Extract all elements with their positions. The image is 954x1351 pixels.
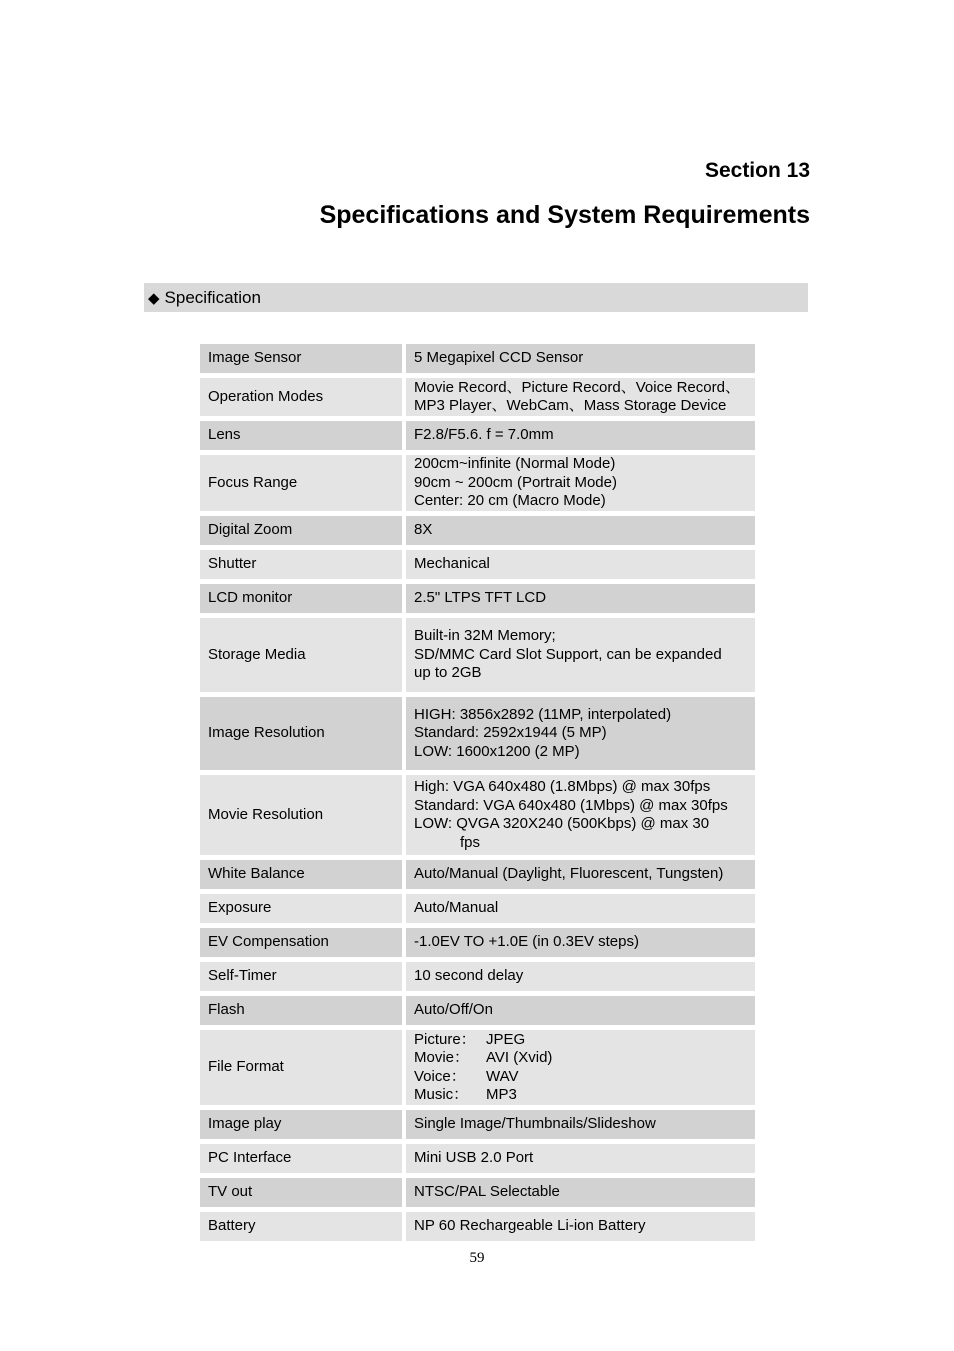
spec-value-line: 2.5" LTPS TFT LCD — [414, 589, 547, 607]
table-row — [200, 860, 755, 889]
spec-value — [406, 1178, 755, 1207]
spec-value — [406, 584, 755, 613]
spec-label: TV out — [200, 1178, 402, 1207]
file-format-type: Movie： — [414, 1049, 470, 1066]
spec-value — [406, 996, 755, 1025]
spec-value-line: 10 second delay — [414, 967, 524, 985]
spec-value — [406, 516, 755, 545]
spec-value — [406, 344, 755, 373]
spec-value — [406, 1144, 755, 1173]
spec-label: Flash — [200, 996, 402, 1025]
spec-label: Operation Modes — [200, 378, 402, 416]
spec-value — [406, 455, 755, 511]
file-format-line — [414, 1086, 552, 1105]
spec-label: Battery — [200, 1212, 402, 1241]
table-row — [200, 584, 755, 613]
table-row — [200, 1144, 755, 1173]
page-title: Specifications and System Requirements — [319, 201, 810, 229]
file-format-line — [414, 1031, 552, 1050]
spec-value-line: HIGH: 3856x2892 (11MP, interpolated) — [414, 705, 672, 723]
file-format-value: JPEG — [486, 1030, 526, 1048]
file-format-value: MP3 — [486, 1086, 517, 1103]
spec-value-line: 90cm ~ 200cm (Portrait Mode) — [414, 473, 617, 491]
spec-value-line: 8X — [414, 521, 433, 539]
spec-value-line: Standard: VGA 640x480 (1Mbps) @ max 30fps — [414, 796, 728, 814]
spec-label: File Format — [200, 1030, 402, 1105]
table-row — [200, 618, 755, 692]
file-format-value: AVI (Xvid) — [486, 1049, 553, 1066]
table-row — [200, 455, 755, 511]
spec-value — [406, 775, 755, 855]
spec-value-line: Auto/Manual (Daylight, Fluorescent, Tungsten) — [414, 865, 724, 883]
spec-value-line: 5 Megapixel CCD Sensor — [414, 349, 584, 367]
spec-value — [406, 860, 755, 889]
table-row — [200, 928, 755, 957]
spec-value — [406, 618, 755, 692]
spec-value-line: Movie Record、Picture Record、Voice Record、 — [414, 378, 740, 396]
spec-label: PC Interface — [200, 1144, 402, 1173]
spec-value-line: Single Image/Thumbnails/Slideshow — [414, 1115, 656, 1133]
spec-label: Shutter — [200, 550, 402, 579]
spec-value-line: Auto/Off/On — [414, 1001, 493, 1019]
table-row — [200, 775, 755, 855]
table-row — [200, 1030, 755, 1105]
spec-value-line: -1.0EV TO +1.0E (in 0.3EV steps) — [414, 933, 639, 951]
file-format-line — [414, 1049, 552, 1068]
file-format-value: WAV — [486, 1067, 519, 1085]
spec-value — [406, 550, 755, 579]
spec-value — [406, 697, 755, 770]
spec-value-line: High: VGA 640x480 (1.8Mbps) @ max 30fps — [414, 778, 711, 795]
spec-value — [406, 378, 755, 416]
page-number: 59 — [469, 1250, 485, 1266]
spec-label: Storage Media — [200, 618, 402, 692]
spec-label: White Balance — [200, 860, 402, 889]
table-row — [200, 378, 755, 416]
spec-value-line: 200cm~infinite (Normal Mode) — [414, 455, 616, 473]
spec-value-line: Built-in 32M Memory; — [414, 627, 556, 645]
spec-value-line: Standard: 2592x1944 (5 MP) — [414, 724, 607, 742]
spec-value-line: LOW: QVGA 320X240 (500Kbps) @ max 30 — [414, 815, 710, 832]
spec-value — [406, 928, 755, 957]
specification-subheader — [144, 283, 808, 312]
spec-value-line: NTSC/PAL Selectable — [414, 1183, 560, 1201]
spec-label: Digital Zoom — [200, 516, 402, 545]
spec-value-line: fps — [460, 833, 481, 851]
spec-value-line: SD/MMC Card Slot Support, can be expanded — [414, 645, 722, 663]
spec-label: Image Sensor — [200, 344, 402, 373]
table-row — [200, 344, 755, 373]
table-row — [200, 996, 755, 1025]
spec-value — [406, 1212, 755, 1241]
spec-label: Movie Resolution — [200, 775, 402, 855]
table-row — [200, 550, 755, 579]
spec-label: Image Resolution — [200, 697, 402, 770]
file-format-type: Voice： — [414, 1067, 466, 1085]
table-row — [200, 697, 755, 770]
spec-value-line: F2.8/F5.6. f = 7.0mm — [414, 426, 554, 444]
spec-label: Lens — [200, 421, 402, 450]
table-row — [200, 516, 755, 545]
file-format-line — [414, 1068, 552, 1087]
spec-value-line: Mechanical — [414, 555, 490, 573]
spec-label: EV Compensation — [200, 928, 402, 957]
spec-value — [406, 894, 755, 923]
spec-value-line: NP 60 Rechargeable Li-ion Battery — [414, 1217, 646, 1235]
file-format-type: Music： — [414, 1086, 469, 1103]
table-row — [200, 1110, 755, 1139]
table-row — [200, 1178, 755, 1207]
spec-value — [406, 421, 755, 450]
spec-value — [406, 1110, 755, 1139]
spec-value-line: Center: 20 cm (Macro Mode) — [414, 492, 606, 510]
spec-label: Focus Range — [200, 455, 402, 511]
spec-value-line: Auto/Manual — [414, 899, 499, 917]
spec-label: Self-Timer — [200, 962, 402, 991]
file-format-type: Picture： — [414, 1030, 476, 1048]
spec-value-line: Mini USB 2.0 Port — [414, 1149, 534, 1167]
spec-value — [406, 1030, 755, 1105]
spec-value-line: up to 2GB — [414, 664, 482, 682]
spec-value-line: MP3 Player、WebCam、Mass Storage Device — [414, 397, 727, 414]
diamond-bullet-icon: ◆ — [148, 289, 160, 307]
spec-value — [406, 962, 755, 991]
spec-value-line: LOW: 1600x1200 (2 MP) — [414, 742, 580, 760]
specification-table — [200, 344, 755, 1246]
table-row — [200, 894, 755, 923]
table-row — [200, 421, 755, 450]
table-row — [200, 962, 755, 991]
spec-label: Exposure — [200, 894, 402, 923]
spec-label: Image play — [200, 1110, 402, 1139]
section-number: Section 13 — [704, 159, 810, 182]
table-row — [200, 1212, 755, 1241]
spec-label: LCD monitor — [200, 584, 402, 613]
subheader-label: Specification — [164, 287, 261, 307]
